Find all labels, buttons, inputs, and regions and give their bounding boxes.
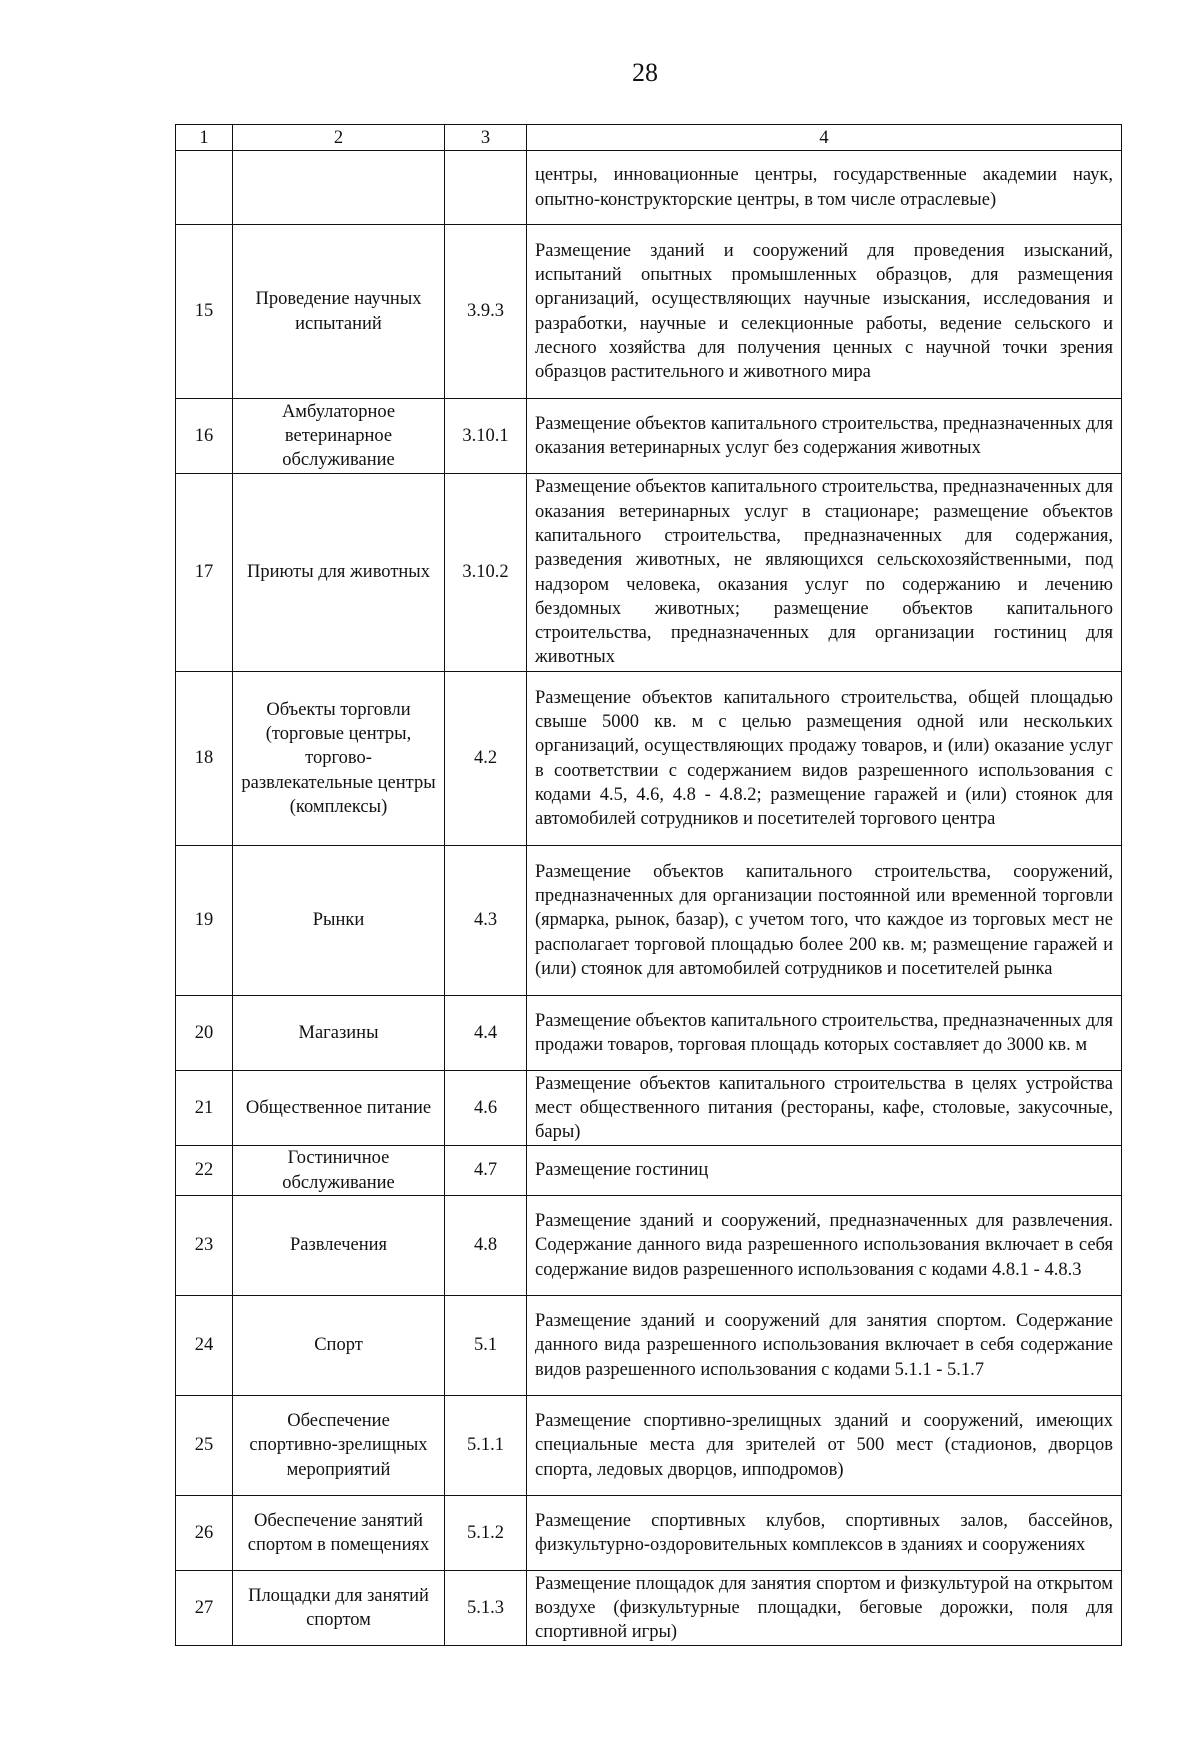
row-description: Размещение зданий и сооружений для занятия спортом. Содержание данного вида разрешенного использования включает в себя содержание видов разрешенного использования с кодами 5.1.1 - 5.1.7	[527, 1296, 1122, 1396]
row-number: 27	[176, 1571, 233, 1646]
table-row-21	[176, 1071, 1122, 1146]
row-description: Размещение зданий и сооружений для проведения изысканий, испытаний опытных промышленных образцов, для размещения организаций, осуществляющих научные изыскания, исследования и разработки, научные и селекционные работы, ведение сельского и лесного хозяйства для получения ценных с научной точки зрения образцов растительного и животного мира	[527, 225, 1122, 399]
row-code: 3.10.2	[445, 474, 527, 672]
row-description: Размещение гостиниц	[527, 1146, 1122, 1196]
row-name: Объекты торговли (торговые центры, торгово-развлекательные центры (комплексы)	[233, 672, 445, 846]
table-row-15	[176, 225, 1122, 399]
row-code	[445, 151, 527, 225]
row-description: Размещение объектов капитального строительства в целях устройства мест общественного питания (рестораны, кафе, столовые, закусочные, бары)	[527, 1071, 1122, 1146]
row-name: Амбулаторное ветеринарное обслуживание	[233, 399, 445, 474]
row-description: центры, инновационные центры, государственные академии наук, опытно-конструкторские центры, в том числе отраслевые)	[527, 151, 1122, 225]
table-row-22	[176, 1146, 1122, 1196]
row-description: Размещение площадок для занятия спортом и физкультурой на открытом воздухе (физкультурные площадки, беговые дорожки, поля для спортивной игры)	[527, 1571, 1122, 1646]
row-description: Размещение объектов капитального строительства, сооружений, предназначенных для организации постоянной или временной торговли (ярмарка, рынок, базар), с учетом того, что каждое из торговых мест не располагает торговой площадью более 200 кв. м; размещение гаражей и (или) стоянок для автомобилей сотрудников и посетителей рынка	[527, 846, 1122, 996]
row-code: 4.6	[445, 1071, 527, 1146]
row-description: Размещение спортивно-зрелищных зданий и сооружений, имеющих специальные места для зрителей от 500 мест (стадионов, дворцов спорта, ледовых дворцов, ипподромов)	[527, 1396, 1122, 1496]
land-use-table	[175, 124, 1122, 1646]
header-row	[176, 125, 1122, 151]
row-description: Размещение объектов капитального строительства, предназначенных для оказания ветеринарных услуг без содержания животных	[527, 399, 1122, 474]
row-name: Обеспечение спортивно-зрелищных мероприятий	[233, 1396, 445, 1496]
table-row-23	[176, 1196, 1122, 1296]
row-name: Спорт	[233, 1296, 445, 1396]
header-cell-2: 2	[233, 125, 445, 151]
row-description: Размещение спортивных клубов, спортивных залов, бассейнов, физкультурно-оздоровительных комплексов в зданиях и сооружениях	[527, 1496, 1122, 1571]
row-number: 19	[176, 846, 233, 996]
row-number: 22	[176, 1146, 233, 1196]
row-name: Общественное питание	[233, 1071, 445, 1146]
row-name: Гостиничное обслуживание	[233, 1146, 445, 1196]
row-name: Проведение научных испытаний	[233, 225, 445, 399]
row-code: 5.1.1	[445, 1396, 527, 1496]
row-name	[233, 151, 445, 225]
table-row-continuation	[176, 151, 1122, 225]
row-number: 21	[176, 1071, 233, 1146]
row-description: Размещение объектов капитального строительства, предназначенных для оказания ветеринарных услуг в стационаре; размещение объектов капитального строительства, предназначенных для содержания, разведения животных, не являющихся сельскохозяйственными, под надзором человека, оказания услуг по содержанию и лечению бездомных животных; размещение объектов капитального строительства, предназначенных для организации гостиниц для животных	[527, 474, 1122, 672]
row-code: 5.1.2	[445, 1496, 527, 1571]
page-number: 28	[632, 58, 658, 87]
table-row-16	[176, 399, 1122, 474]
row-code: 4.7	[445, 1146, 527, 1196]
table-row-17	[176, 474, 1122, 672]
row-name: Приюты для животных	[233, 474, 445, 672]
table-row-27	[176, 1571, 1122, 1646]
row-code: 5.1.3	[445, 1571, 527, 1646]
table-row-18	[176, 672, 1122, 846]
row-description: Размещение объектов капитального строительства, общей площадью свыше 5000 кв. м с целью размещения одной или нескольких организаций, осуществляющих продажу товаров, и (или) оказание услуг в соответствии с содержанием видов разрешенного использования с кодами 4.5, 4.6, 4.8 - 4.8.2; размещение гаражей и (или) стоянок для автомобилей сотрудников и посетителей торгового центра	[527, 672, 1122, 846]
table-row-19	[176, 846, 1122, 996]
row-number: 15	[176, 225, 233, 399]
row-name: Обеспечение занятий спортом в помещениях	[233, 1496, 445, 1571]
row-number: 23	[176, 1196, 233, 1296]
row-number: 16	[176, 399, 233, 474]
table-row-24	[176, 1296, 1122, 1396]
row-number: 25	[176, 1396, 233, 1496]
row-number: 26	[176, 1496, 233, 1571]
header-cell-3: 3	[445, 125, 527, 151]
table-row-26	[176, 1496, 1122, 1571]
row-number: 18	[176, 672, 233, 846]
row-name: Магазины	[233, 996, 445, 1071]
row-number	[176, 151, 233, 225]
row-code: 3.10.1	[445, 399, 527, 474]
row-code: 4.3	[445, 846, 527, 996]
row-code: 4.8	[445, 1196, 527, 1296]
row-code: 4.4	[445, 996, 527, 1071]
row-name: Площадки для занятий спортом	[233, 1571, 445, 1646]
row-description: Размещение объектов капитального строительства, предназначенных для продажи товаров, торговая площадь которых составляет до 3000 кв. м	[527, 996, 1122, 1071]
row-number: 24	[176, 1296, 233, 1396]
header-cell-1: 1	[176, 125, 233, 151]
row-description: Размещение зданий и сооружений, предназначенных для развлечения. Содержание данного вида разрешенного использования включает в себя содержание видов разрешенного использования с кодами 4.8.1 - 4.8.3	[527, 1196, 1122, 1296]
row-name: Развлечения	[233, 1196, 445, 1296]
row-code: 3.9.3	[445, 225, 527, 399]
row-code: 4.2	[445, 672, 527, 846]
header-cell-4: 4	[527, 125, 1122, 151]
table-row-25	[176, 1396, 1122, 1496]
row-code: 5.1	[445, 1296, 527, 1396]
row-number: 20	[176, 996, 233, 1071]
row-name: Рынки	[233, 846, 445, 996]
row-number: 17	[176, 474, 233, 672]
table-row-20	[176, 996, 1122, 1071]
